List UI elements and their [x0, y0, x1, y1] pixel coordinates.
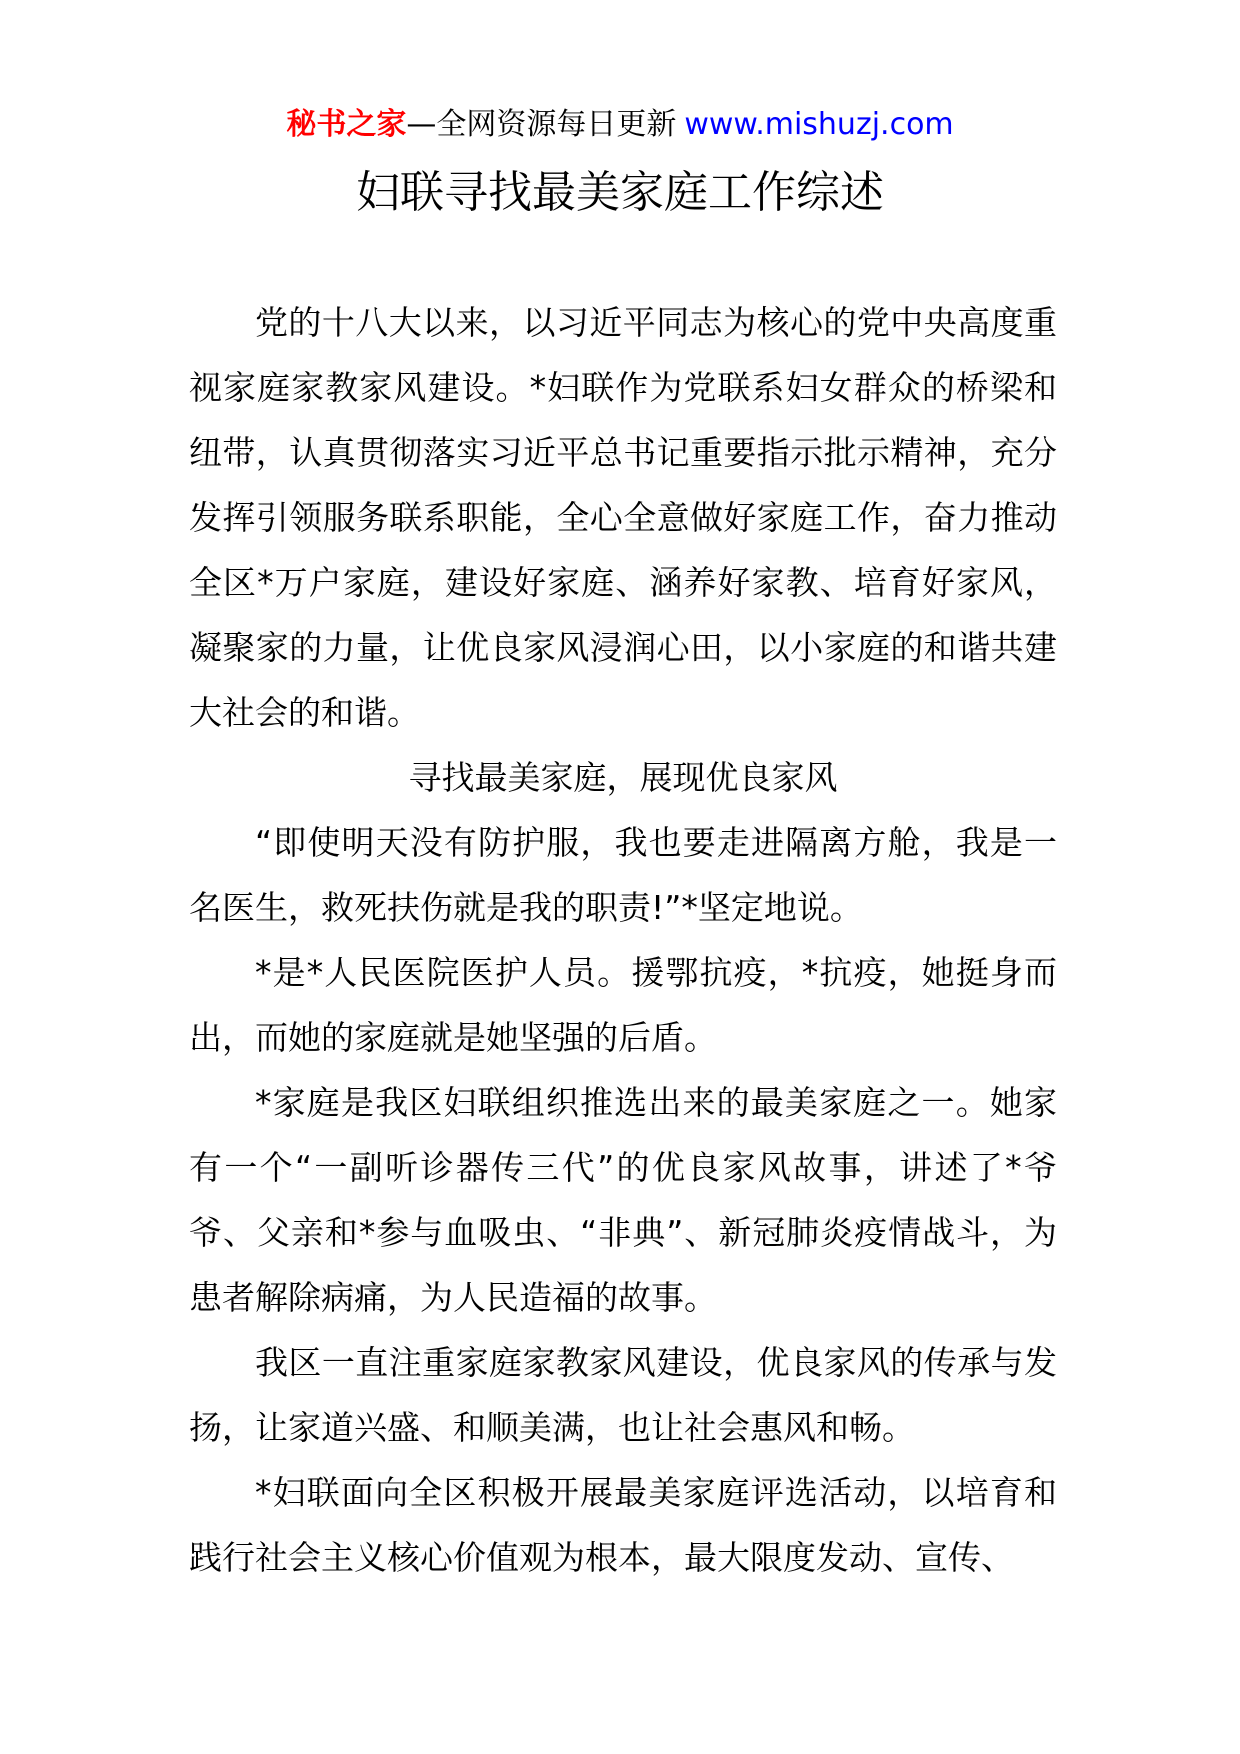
- section-heading: 寻找最美家庭，展现优良家风: [408, 758, 838, 797]
- body-paragraph: 党的十八大以来，以习近平同志为核心的党中央高度重视家庭家教家风建设。*妇联作为党联系妇女群众的桥梁和纽带，认真贯彻落实习近平总书记重要指示批示精神，充分发挥引领服务联系职能，全心全意做好家庭工作，奋力推动全区*万户家庭，建设好家庭、涵养好家教、培育好家风，凝聚家的力量，让优良家风浸润心田，以小家庭的和谐共建大社会的和谐。: [189, 303, 1057, 732]
- site-header: [0, 100, 1240, 150]
- site-brand: 秘书之家: [286, 107, 407, 142]
- body-paragraph: *妇联面向全区积极开展最美家庭评选活动，以培育和践行社会主义核心价值观为根本，最大限度发动、宣传、: [189, 1473, 1057, 1577]
- body-paragraph: 我区一直注重家庭家教家风建设，优良家风的传承与发扬，让家道兴盛、和顺美满，也让社会惠风和畅。: [189, 1343, 1057, 1447]
- document-body: [189, 290, 1057, 1590]
- site-url-link[interactable]: www.mishuzj.com: [684, 107, 954, 142]
- body-paragraph: *家庭是我区妇联组织推选出来的最美家庭之一。她家有一个“一副听诊器传三代”的优良家风故事，讲述了*爷爷、父亲和*参与血吸虫、“非典”、新冠肺炎疫情战斗，为患者解除病痛，为人民造福的故事。: [189, 1083, 1057, 1317]
- body-paragraph: “即使明天没有防护服，我也要走进隔离方舱，我是一名医生，救死扶伤就是我的职责!”*坚定地说。: [189, 823, 1057, 927]
- site-tagline: —全网资源每日更新: [406, 107, 677, 142]
- document-title: 妇联寻找最美家庭工作综述: [356, 167, 884, 218]
- body-paragraph: *是*人民医院医护人员。援鄂抗疫，*抗疫，她挺身而出，而她的家庭就是她坚强的后盾。: [189, 953, 1057, 1057]
